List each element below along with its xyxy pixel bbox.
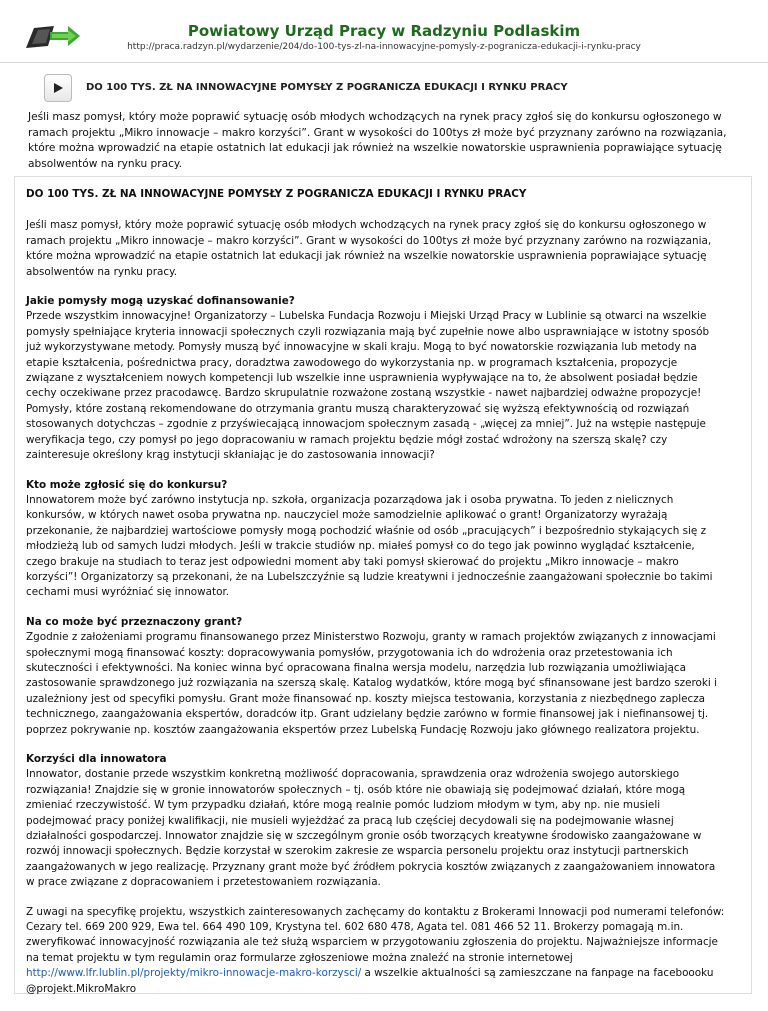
contact-text: Z uwagi na specyfikę projektu, wszystkich zainteresowanych zachęcamy do kontaktu z Brokerami Innowacji pod numerami telefonów: Cezary tel. 669 200 929, Ewa tel. 664 490 109, Krystyna tel. 602 680 478, Agata tel. 081 466 52 11. Brokerzy pomagają m.in. zweryfikować innowacyjność rozwiązania ale też służą wsparciem w przygotowaniu zgłoszenia do projektu. Najważniejsze informacje na temat projektu w tym regulamin oraz formularze zgłoszeniowe można znaleźć na stronie internetowej bbox=[26, 905, 725, 964]
section-text: Pomysły, które zostaną rekomendowane do otrzymania grantu muszą charakteryzować się wyższą efektywnością od rozwiązań stosowanych dotychczas – zgodnie z przyświecającą innowacjom społecznym zasadą - „więcej za mniej”. Już na wstępie następuje weryfikacja tego, czy pomysł po jego dopracowaniu w ramach projektu będzie mógł zostać wdrożony na szerszą skalę? czy zainteresuje określony krąg instytucji skłaniając je do zastosowania innowacji? bbox=[26, 402, 706, 462]
section-text: Innowatorem może być zarówno instytucja np. szkoła, organizacja pozarządowa jak i osoba prywatna. To jeden z nielicznych konkursów, w których nawet osoba prywatna np. nauczyciel może samodzielnie aplikować o grant! Organizatorzy wyrażają przekonanie, że najbardziej wartościowe pomysły mogą pochodzić właśnie od osób „pracujących” i bezpośrednio stykających się z młodzieżą lub od samych ludzi młodych. Jeśli w trakcie studiów np. miałeś pomysł co do tego jak powinno wyglądać kształcenie, czego brakuje na studiach to teraz jest odpowiedni moment aby taki pomysł skierować do projektu „Mikro innowacje – makro korzyści”! Organizatorzy są przekonani, że na Lubelszczyźnie są ludzie kreatywni i jednocześnie zaangażowani społecznie bo takimi cechami musi wyróżniać się innowator. bbox=[26, 493, 713, 599]
section-benefits bbox=[26, 752, 726, 891]
site-title: Powiatowy Urząd Pracy w Radzyniu Podlaskim bbox=[187, 22, 581, 40]
play-arrow-icon bbox=[52, 82, 64, 94]
article-heading: DO 100 TYS. ZŁ NA INNOWACYJNE POMYSŁY Z POGRANICZA EDUKACJI I RYNKU PRACY bbox=[26, 188, 527, 200]
article-content bbox=[26, 187, 726, 1011]
lead-paragraph: Jeśli masz pomysł, który może poprawić sytuację osób młodych wchodzących na rynek pracy zgłoś się do konkursu ogłoszonego w ramach projektu „Mikro innowacje – makro korzyści”. Grant w wysokości do 100tys zł może być przyznany zarówno na rozwiązania, które można wprowadzić na etapie ostatnich lat edukacji jak również na wszelkie nowatorskie usprawnienia poprawiające sytuację absolwentów na rynku pracy. bbox=[28, 111, 727, 170]
section-who bbox=[26, 478, 726, 601]
section-text: Innowator, dostanie przede wszystkim konkretną możliwość dopracowania, sprawdzenia oraz wdrożenia swojego autorskiego rozwiązania! Znajdzie się w gronie innowatorów społecznych – tj. osób które nie obawiają się podejmować działań, które mogą zmieniać rzeczywistość. W tym przypadku działań, które mogą realnie pomóc ludziom młodym w tym, aby np. nie musieli podejmować pracy poniżej kwalifikacji, nie musieli wyjeżdżać za pracą lub częściej decydowali się na podejmowanie własnej działalności gospodarczej. Innowator znajdzie się w szczególnym gronie osób tworzących kreatywne środowisko zaangażowane w rozwój innowacji społecznych. Będzie korzystał w szerokim zakresie ze wsparcia personelu projektu oraz instytucji partnerskich zaangażowanych w jego realizację. Przyznany grant może być źródłem pokrycia kosztów związanych z zaangażowaniem innowatora w prace związane z dopracowaniem i przetestowaniem rozwiązania. bbox=[26, 768, 716, 889]
contact-tail: a wszelkie aktualności są zamieszczane na fanpage na faceboooku @projekt.MikroMakro bbox=[26, 967, 714, 995]
article-box bbox=[14, 176, 752, 994]
section-title: Korzyści dla innowatora bbox=[26, 753, 167, 765]
event-title-row bbox=[44, 74, 744, 102]
section-grant bbox=[26, 615, 726, 738]
page-url: http://praca.radzyn.pl/wydarzenie/204/do-100-tys-zl-na-innowacyjne-pomysly-z-pogranicza-edukacji-i-rynku-pracy bbox=[127, 42, 641, 52]
site-header bbox=[0, 0, 768, 63]
event-arrow-button[interactable] bbox=[44, 74, 72, 102]
section-text: Przede wszystkim innowacyjne! Organizatorzy – Lubelska Fundacja Rozwoju i Miejski Urząd Pracy w Lublinie są otwarci na wszelkie pomysły spełniające kryteria innowacji społecznych czyli rozwiązania mają być zupełnie nowe albo usprawniające w istotny sposób już wykorzystywane metody. Pomysły muszą być innowacyjne w skali kraju. Mogą to być nowatorskie rozwiązania lub metody na etapie kształcenia, pośrednictwa pracy, doradztwa zawodowego do wykorzystania np. w programach kształcenia, propozycje związane z wyształceniem nowych kompetencji lub wszelkie inne usprawnienia wypływające na to, że absolwent posiadał będzie cechy oczekiwane przez pracodawcę. Bardzo skrupulatnie rozważone zostaną wszystkie - nawet najbardziej odważne propozycje! bbox=[26, 310, 710, 400]
section-text: Zgodnie z założeniami programu finansowanego przez Ministerstwo Rozwoju, granty w ramach projektów związanych z innowacjami społecznymi mogą finansować koszty: dopracowywania pomysłów, przygotowania ich do wdrożenia oraz przetestowania ich skuteczności i efektywności. Na koniec winna być opracowana finalna wersja modelu, narzędzia lub rozwiązania umożliwiająca zastosowanie sprawdzonego już rozwiązania na szerszą skalę. Katalog wydatków, które mogą być sfinansowane jest bardzo szeroki i uzależniony jest od specyfiki pomysłu. Grant może finansować np. koszty miejsca testowania, korzystania z niezbędnego zaplecza technicznego, zaangażowania ekspertów, doradców itp. Grant udzielany będzie zarówno w formie finansowej jak i niefinansowej tj. poprzez pokrywanie np. kosztów zaangażowania ekspertów przez Lubelską Fundację Rozwoju jako głównego realizatora projektu. bbox=[26, 631, 717, 736]
page-title: DO 100 TYS. ZŁ NA INNOWACYJNE POMYSŁY Z POGRANICZA EDUKACJI I RYNKU PRACY bbox=[86, 82, 568, 93]
article-intro: Jeśli masz pomysł, który może poprawić sytuację osób młodych wchodzących na rynek pracy zgłoś się do konkursu ogłoszonego w ramach projektu „Mikro innowacje – makro korzyści”. Grant w wysokości do 100tys zł może być przyznany zarówno na rozwiązania, które można wprowadzić na etapie ostatnich lat edukacji jak również na wszelkie nowatorskie usprawnienia poprawiające sytuację absolwentów na rynku pracy. bbox=[26, 219, 712, 278]
section-title: Na co może być przeznaczony grant? bbox=[26, 615, 243, 628]
project-link[interactable]: http://www.lfr.lublin.pl/projekty/mikro-innowacje-makro-korzysci/ bbox=[26, 967, 362, 980]
section-title: Jakie pomysły mogą uzyskać dofinansowanie? bbox=[26, 295, 295, 308]
section-title: Kto może zgłosić się do konkursu? bbox=[26, 478, 228, 491]
section-contact bbox=[26, 905, 726, 997]
section-funding bbox=[26, 294, 726, 463]
